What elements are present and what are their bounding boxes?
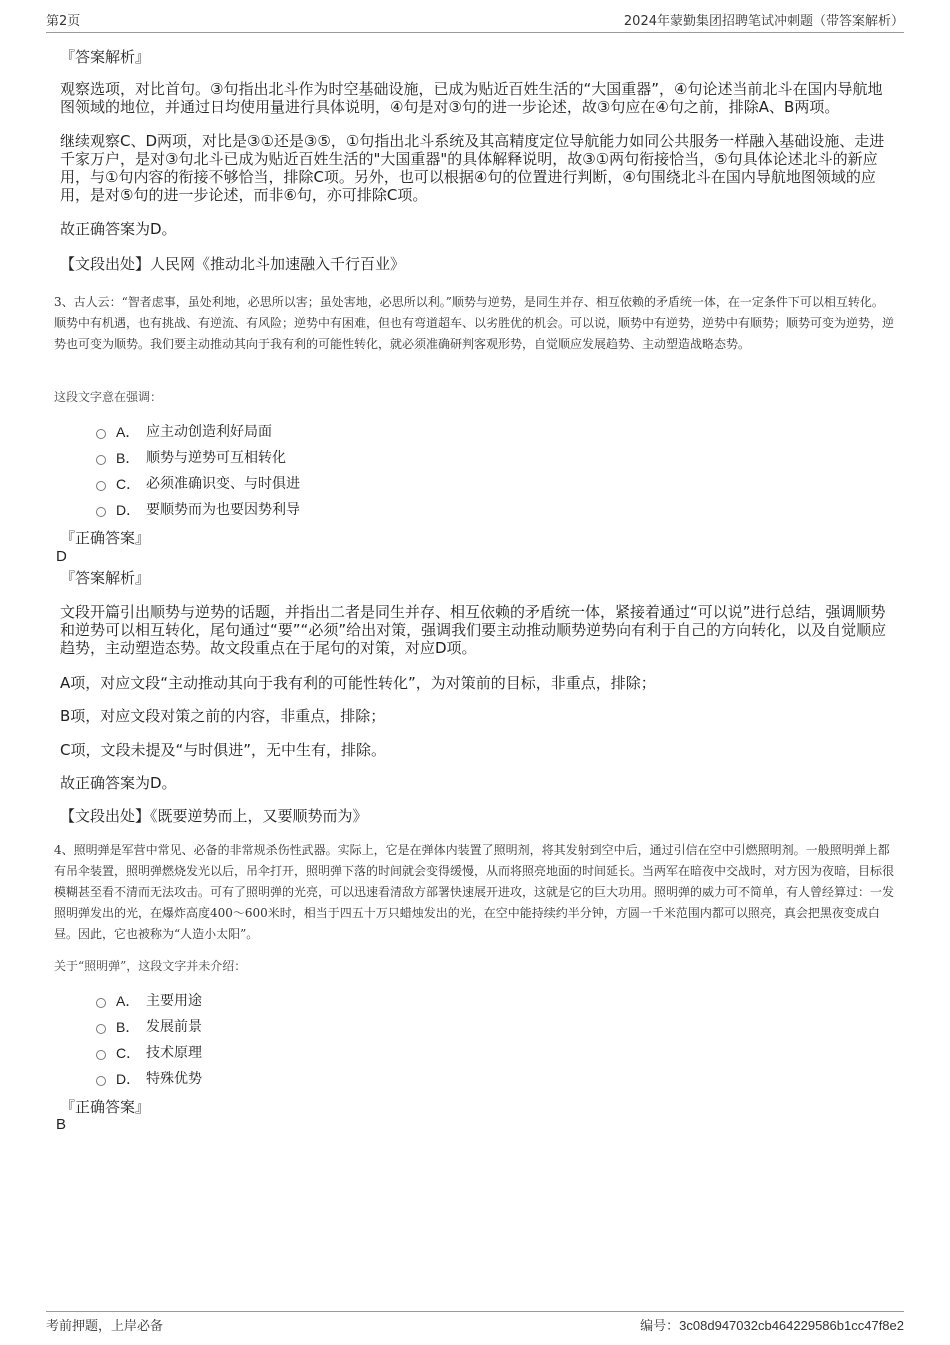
option-letter: C．: [116, 1045, 141, 1061]
q2-analysis-paragraph-1: 观察选项，对比首句。③句指出北斗作为时空基础设施，已成为贴近百姓生活的“大国重器”，④句论述当前北斗在国内导航地图领域的地位，并通过日均使用量进行具体说明，④句是对③句的进一步论述，故③句应在④句之前，排除A、B两项。: [60, 80, 883, 116]
q4-correct-answer: B: [56, 1116, 67, 1133]
option-text: 必须准确识变、与时俱进: [146, 476, 300, 492]
q2-correct-answer-text: 故正确答案为D。: [60, 220, 177, 238]
q3-option-b[interactable]: [96, 448, 286, 468]
q3-prompt: 这段文字意在强调：: [54, 390, 163, 404]
option-letter: C．: [116, 476, 141, 492]
q3-correct-answer-label: 『正确答案』: [60, 529, 151, 547]
option-text: 要顺势而为也要因势利导: [146, 502, 300, 518]
q3-question-text: 3、古人云：“智者虑事，虽处利地，必思所以害；虽处害地，必思所以利。”顺势与逆势，是同生并存、相互依赖的矛盾统一体，在一定条件下可以相互转化。顺势中有机遇，也有挑战、有逆流、有风险；逆势中有困难，但也有弯道超车、以劣胜优的机会。可以说，顺势中有逆势，逆势中有顺势；顺势可变为逆势，逆势也可变为顺势。我们要主动推动其向于我有利的可能性转化，就必须准确研判客观形势，自觉顺应发展趋势、主动塑造战略态势。: [54, 295, 895, 351]
q4-question-text: 4、照明弹是军营中常见、必备的非常规杀伤性武器。实际上，它是在弹体内装置了照明剂，将其发射到空中后，通过引信在空中引燃照明剂。一般照明弹上都有吊伞装置，照明弹燃烧发光以后，吊伞打开，照明弹下落的时间就会变得缓慢，从而将照亮地面的时间延长。当两军在暗夜中交战时，对方因为夜暗，目标很模糊甚至看不清而无法攻击。可有了照明弹的光亮，可以迅速看清敌方部署快速展开进攻，这就是它的巨大功用。照明弹的威力可不简单，有人曾经算过：一发照明弹发出的光，在爆炸高度400～600米时，相当于四五十万只蜡烛发出的光，在空中能持续约半分钟，方圆一千米范围内都可以照亮，真会把黑夜变成白昼。因此，它也被称为“人造小太阳”。: [54, 843, 895, 941]
q4-prompt: 关于“照明弹”，这段文字并未介绍：: [54, 959, 247, 973]
option-text: 应主动创造利好局面: [146, 424, 272, 440]
document-code: 编号：3c08d947032cb464229586b1cc47f8e2: [640, 1318, 904, 1333]
q3-analysis-paragraph-1: 文段开篇引出顺势与逆势的话题，并指出二者是同生并存、相互依赖的矛盾统一体，紧接着通过“可以说”进行总结，强调顺势和逆势可以相互转化，尾句通过“要”“必须”给出对策，强调我们要主动推动顺势逆势向有利于自己的方向转化，以及自觉顺应趋势，主动塑造态势。故文段重点在于尾句的对策，对应D项。: [60, 603, 887, 657]
option-text: 发展前景: [146, 1019, 202, 1035]
radio-icon[interactable]: [96, 481, 106, 491]
q3-option-d[interactable]: [96, 500, 300, 520]
q2-analysis-label: 『答案解析』: [60, 48, 151, 66]
q4-correct-answer-label: 『正确答案』: [60, 1098, 151, 1116]
q3-analysis-label: 『答案解析』: [60, 569, 151, 587]
q3-analysis-paragraph-4: C项，文段未提及“与时俱进”，无中生有，排除。: [60, 741, 387, 759]
option-text: 技术原理: [146, 1045, 202, 1061]
document-title: 2024年蒙勤集团招聘笔试冲刺题（带答案解析）: [623, 14, 904, 29]
q4-option-b[interactable]: [96, 1017, 202, 1037]
option-letter: B．: [116, 450, 140, 466]
option-text: 特殊优势: [146, 1071, 202, 1087]
q3-option-c[interactable]: [96, 474, 300, 494]
q2-analysis-paragraph-2: 继续观察C、D两项，对比是③①还是③⑤，①句指出北斗系统及其高精度定位导航能力如同公共服务一样融入基础设施、走进千家万户，是对③句北斗已成为贴近百姓生活的"大国重器"的具体解释说明，故③①两句衔接恰当，⑤句具体论述北斗的新应用，与①句内容的衔接不够恰当，排除C项。另外，也可以根据④句的位置进行判断，④句围绕北斗在国内导航地图领域的应用，是对⑤句的进一步论述，而非⑥句，亦可排除C项。: [60, 132, 885, 204]
page-number: 第2页: [46, 14, 81, 29]
option-letter: A．: [116, 993, 140, 1009]
option-text: 顺势与逆势可互相转化: [146, 450, 286, 466]
q3-analysis-paragraph-3: B项，对应文段对策之前的内容，非重点，排除；: [60, 707, 386, 725]
radio-icon[interactable]: [96, 1050, 106, 1060]
q4-option-d[interactable]: [96, 1069, 202, 1089]
q4-option-a[interactable]: [96, 991, 202, 1011]
radio-icon[interactable]: [96, 1076, 106, 1086]
q4-option-c[interactable]: [96, 1043, 202, 1063]
q3-correct-answer-text: 故正确答案为D。: [60, 774, 177, 792]
q3-option-a[interactable]: [96, 422, 272, 442]
radio-icon[interactable]: [96, 429, 106, 439]
page-footer: [46, 1311, 904, 1336]
option-letter: B．: [116, 1019, 140, 1035]
option-text: 主要用途: [146, 993, 202, 1009]
page-header: [46, 12, 904, 33]
q3-source: 【文段出处】《既要逆势而上，又要顺势而为》: [60, 807, 368, 825]
q3-correct-answer: D: [56, 548, 67, 565]
radio-icon[interactable]: [96, 455, 106, 465]
option-letter: D．: [116, 1071, 141, 1087]
radio-icon[interactable]: [96, 998, 106, 1008]
option-letter: A．: [116, 424, 140, 440]
option-letter: D．: [116, 502, 141, 518]
radio-icon[interactable]: [96, 1024, 106, 1034]
q2-source: 【文段出处】人民网《推动北斗加速融入千行百业》: [60, 255, 406, 273]
footer-slogan: 考前押题，上岸必备: [46, 1319, 164, 1334]
q3-analysis-paragraph-2: A项，对应文段“主动推动其向于我有利的可能性转化”，为对策前的目标，非重点，排除；: [60, 674, 656, 692]
radio-icon[interactable]: [96, 507, 106, 517]
